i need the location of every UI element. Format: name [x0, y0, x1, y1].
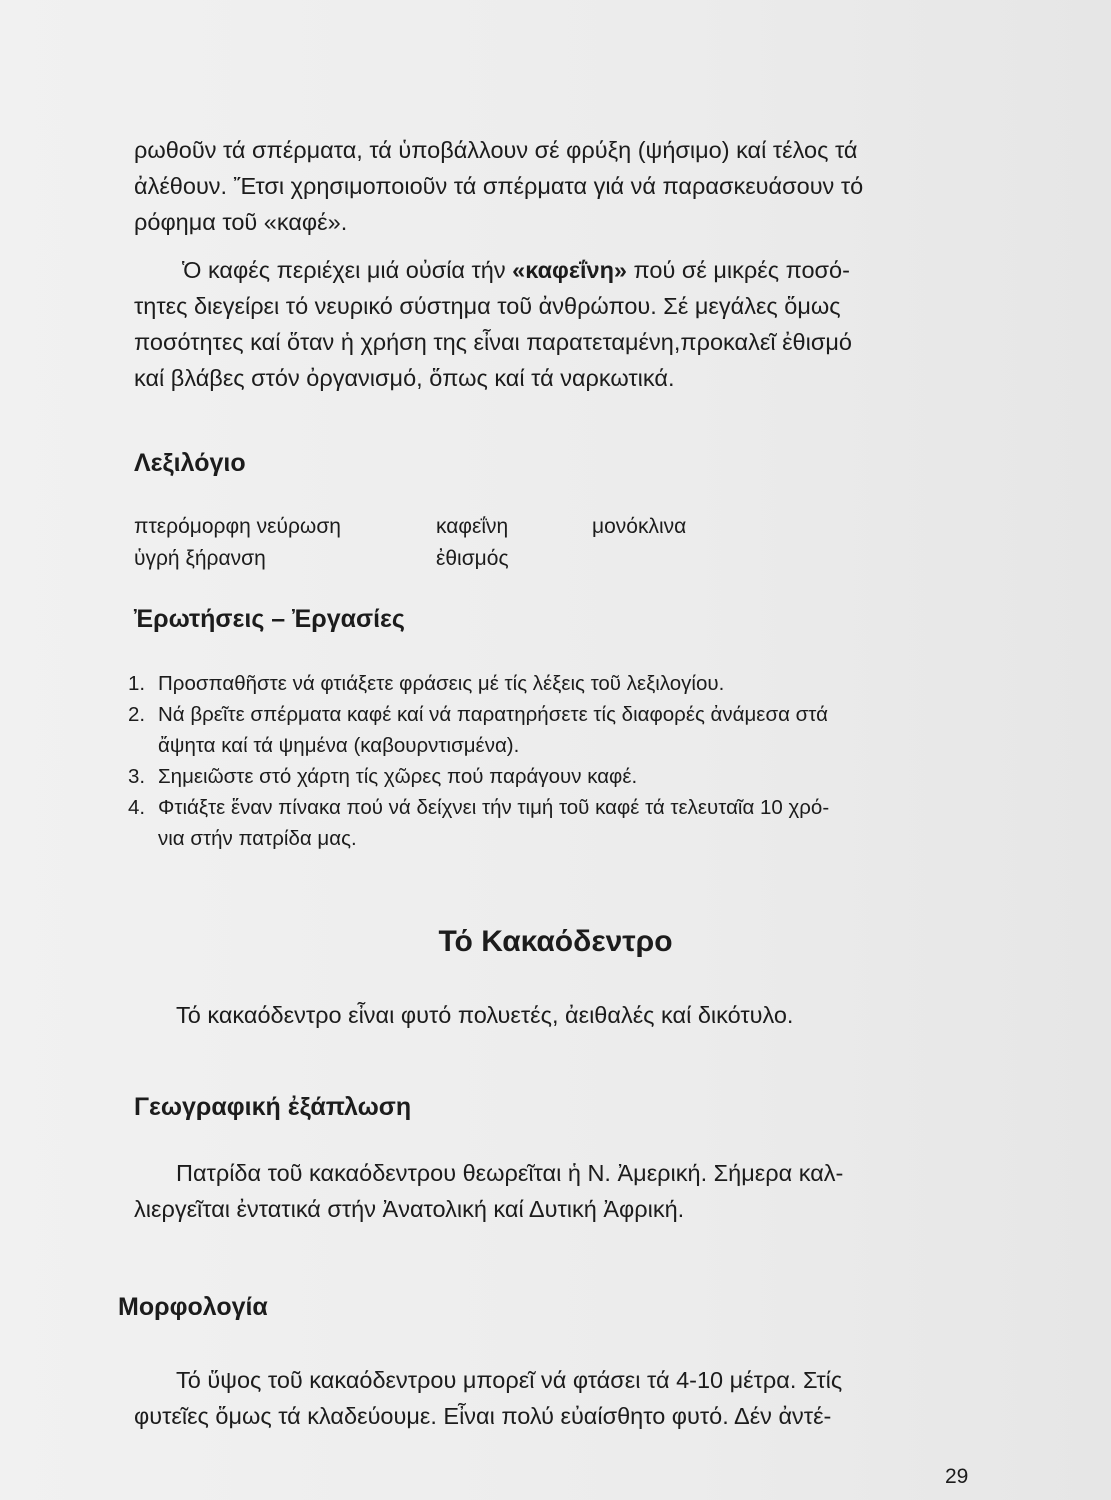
caffeine-line: καί βλάβες στόν ὀργανισμό, ὅπως καί τά ναρκωτικά.: [134, 365, 675, 391]
caffeine-paragraph: [134, 252, 984, 396]
glossary-term: καφεΐνη: [436, 515, 509, 538]
exercise-number: 1.: [128, 672, 146, 695]
exercise-number: 2.: [128, 703, 146, 726]
intro-line: ἀλέθουν. Ἔτσι χρησιμοποιοῦν τά σπέρματα γιά νά παρασκευάσουν τό: [134, 173, 864, 199]
glossary-term: ἐθισμός: [436, 547, 509, 570]
exercise-list: [128, 668, 988, 854]
cocoa-title: Τό Κακαόδεντρο: [438, 925, 673, 958]
exercise-item: [128, 792, 988, 854]
glossary-term: πτερόμορφη νεύρωση: [134, 515, 341, 538]
exercise-text: Σημειῶστε στό χάρτη τίς χῶρες πού παράγουν καφέ.: [158, 765, 638, 788]
exercises-heading: Ἐρωτήσεις – Ἐργασίες: [134, 605, 405, 633]
page-number: 29: [945, 1465, 969, 1488]
geography-line: Πατρίδα τοῦ κακαόδεντρου θεωρεῖται ἡ Ν. Ἀμερική. Σήμερα καλ-: [176, 1160, 844, 1186]
morphology-paragraph: [134, 1362, 979, 1434]
intro-line: ρόφημα τοῦ «καφέ».: [134, 209, 348, 235]
geography-line: λιεργεῖται ἐντατικά στήν Ἀνατολική καί Δυτική Ἀφρική.: [134, 1196, 685, 1222]
exercise-item: [128, 668, 988, 699]
caffeine-line: [134, 257, 850, 283]
caffeine-text: Ὁ καφές περιέχει μιά οὐσία τήν: [182, 257, 513, 283]
glossary-column: [134, 511, 341, 575]
morphology-heading: Μορφολογία: [118, 1293, 268, 1321]
glossary-column: [592, 511, 686, 543]
cocoa-intro: Τό κακαόδεντρο εἶναι φυτό πολυετές, ἀειθαλές καί δικότυλο.: [176, 1002, 794, 1028]
exercise-number: 4.: [128, 796, 146, 819]
intro-paragraph: [134, 132, 984, 240]
exercise-text: νια στήν πατρίδα μας.: [158, 827, 357, 850]
caffeine-text: πού σέ μικρές ποσό-: [627, 257, 850, 283]
morphology-line: Τό ὕψος τοῦ κακαόδεντρου μπορεῖ νά φτάσει τά 4-10 μέτρα. Στίς: [176, 1367, 843, 1393]
glossary-column: [436, 511, 509, 575]
geography-paragraph: [134, 1155, 979, 1227]
exercise-item: [128, 699, 988, 761]
exercise-text: Προσπαθῆστε νά φτιάξετε φράσεις μέ τίς λέξεις τοῦ λεξιλογίου.: [158, 672, 725, 695]
caffeine-term: «καφεΐνη»: [512, 257, 627, 283]
exercise-text: Φτιάξτε ἕναν πίνακα πού νά δείχνει τήν τιμή τοῦ καφέ τά τελευταῖα 10 χρό-: [158, 796, 830, 819]
geography-heading: Γεωγραφική ἐξάπλωση: [134, 1093, 412, 1121]
glossary-term: ὑγρή ξήρανση: [134, 547, 266, 570]
exercise-text: ἄψητα καί τά ψημένα (καβουρντισμένα).: [158, 734, 520, 757]
exercise-text: Νά βρεῖτε σπέρματα καφέ καί νά παρατηρήσετε τίς διαφορές ἀνάμεσα στά: [158, 703, 828, 726]
exercise-number: 3.: [128, 765, 146, 788]
intro-line: ρωθοῦν τά σπέρματα, τά ὑποβάλλουν σέ φρύξη (ψήσιμο) καί τέλος τά: [134, 137, 858, 163]
glossary-term: μονόκλινα: [592, 515, 687, 538]
caffeine-line: ποσότητες καί ὅταν ἡ χρήση της εἶναι παρατεταμένη,προκαλεῖ ἐθισμό: [134, 329, 852, 355]
glossary-heading: Λεξιλόγιο: [134, 449, 246, 477]
caffeine-line: τητες διεγείρει τό νευρικό σύστημα τοῦ ἀνθρώπου. Σέ μεγάλες ὅμως: [134, 293, 841, 319]
morphology-line: φυτεῖες ὅμως τά κλαδεύουμε. Εἶναι πολύ εὐαίσθητο φυτό. Δέν ἀντέ-: [134, 1403, 832, 1429]
exercise-item: [128, 761, 988, 792]
